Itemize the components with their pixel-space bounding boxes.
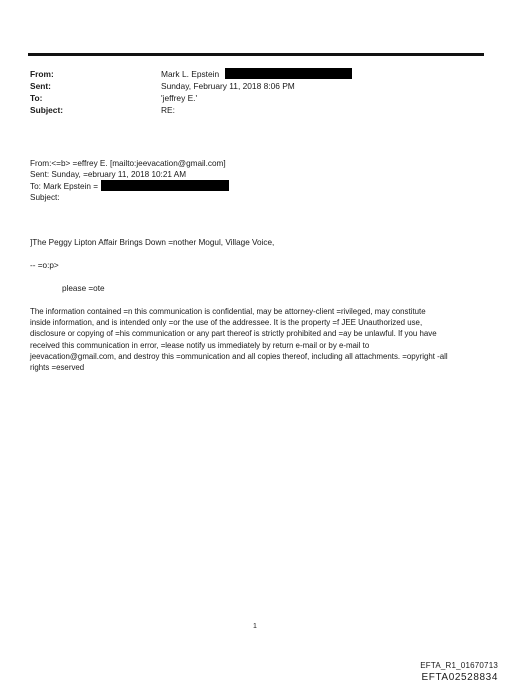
subject-value: RE: <box>161 105 175 115</box>
bates-number-primary: EFTA_R1_01670713 <box>420 661 498 670</box>
headline: ]The Peggy Lipton Affair Brings Down =nother Mogul, Village Voice, <box>30 238 275 247</box>
bates-number-secondary: EFTA02528834 <box>421 672 498 683</box>
disclaimer-line: jeevacation@gmail.com, and destroy this =ommunication and all copies thereof, including all attachments. =opyright -all <box>30 351 448 361</box>
note-text: please =ote <box>62 284 105 293</box>
disclaimer-line: disclosure or copying of =his communication or any part thereof is strictly prohibited and =ay be unlawful. If you have <box>30 329 437 339</box>
disclaimer-line: The information contained =n this communication is confidential, may be attorney-client =rivileged, may constitute <box>30 307 426 316</box>
sent-label: Sent: <box>30 81 51 91</box>
op-text: -- =o:p> <box>30 261 59 270</box>
from-name: Mark L. Epstein <box>161 69 220 79</box>
from-value <box>161 68 352 80</box>
redaction-bar <box>101 180 229 191</box>
disclaimer-line: received this communication in error, =lease notify us immediately by return e-mail or by e-mail to <box>30 340 370 350</box>
from-label: From: <box>30 69 54 79</box>
confidentiality-disclaimer <box>30 306 490 373</box>
to-value: 'jeffrey E.' <box>161 93 198 103</box>
subject-label: Subject: <box>30 105 64 115</box>
quoted-to-text: To: Mark Epstein = <box>30 182 99 191</box>
header-rule <box>28 53 484 56</box>
to-label: To: <box>30 93 43 103</box>
quoted-to <box>30 180 229 193</box>
sent-value: Sunday, February 11, 2018 8:06 PM <box>161 81 295 91</box>
quoted-sent: Sent: Sunday, =ebruary 11, 2018 10:21 AM <box>30 170 187 179</box>
quoted-from: From:<=b> =effrey E. [mailto:jeevacation@gmail.com] <box>30 159 226 168</box>
redaction-bar <box>225 68 352 79</box>
disclaimer-line: inside information, and is intended only =or the use of the addressee. It is the property =f JEE Unauthorized use, <box>30 318 423 328</box>
disclaimer-line: rights =eserved <box>30 363 85 373</box>
page-number: 1 <box>253 623 257 630</box>
quoted-subject: Subject: <box>30 193 60 202</box>
